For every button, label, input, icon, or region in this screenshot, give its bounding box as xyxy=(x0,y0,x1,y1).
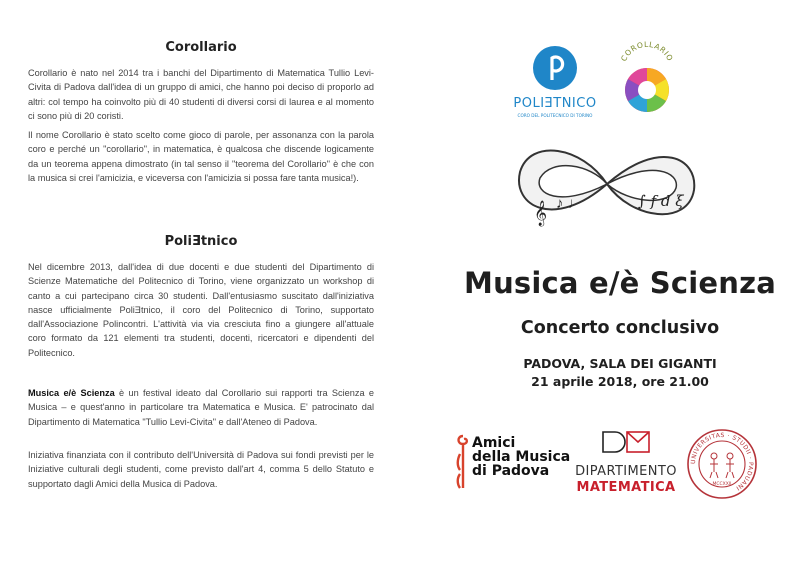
dipartimento-matematica-logo xyxy=(570,430,682,500)
festival-description: è un festival ideato dal Corollario sui rapporti tra Scienza e Musica – e quest'anno in particolare tra Matematica e Musica. E' patrocinato dal Dipartimento di Matematica "Tullio Levi-Civita" e dall'Ateneo di Padova. xyxy=(28,388,374,427)
seal-outer-ring xyxy=(688,430,756,498)
seal-figures-icon xyxy=(710,453,734,478)
funding-paragraph: Iniziativa finanziata con il contributo dell'Università di Padova sui fondi previsti per le Iniziative culturali degli studenti, come previsto dall'art 4, comma 5 dello Statuto e supportato dagli Amici della Musica di Padova. xyxy=(28,450,374,489)
concert-subtitle: Concerto conclusivo xyxy=(520,318,720,338)
right-panel xyxy=(400,0,800,565)
corollario-paragraph-1: Corollario è nato nel 2014 tra i banchi del Dipartimento di Matematica Tullio Levi-Civita di Padova dall'idea di un gruppo di amici, che hanno poi deciso di proporlo ad altri: col tempo ha coinvolto più di 40 studenti di diversi corsi di laurea e al momento ci sono più di 20 coristi. xyxy=(28,68,374,121)
polietnico-name: POLIƎTNICO xyxy=(513,96,597,111)
venue: PADOVA, SALA DEI GIGANTI xyxy=(523,356,717,371)
date-time: 21 aprile 2018, ore 21.00 xyxy=(531,374,709,389)
corollario-heading: Corollario xyxy=(165,40,237,55)
polietnico-heading: PoliƎtnico xyxy=(164,234,238,249)
university-seal-logo xyxy=(686,428,758,500)
dipartimento-line-1: DIPARTIMENTO xyxy=(575,464,677,479)
mobius-strip-illustration xyxy=(512,128,702,238)
polietnico-logo xyxy=(508,44,618,126)
violin-scroll-icon xyxy=(456,434,470,492)
concert-title: Musica e/è Scienza xyxy=(464,266,776,300)
seal-text: UNIVERSITAS · STUDII · PADUANI xyxy=(689,431,755,492)
corollario-logo xyxy=(612,40,682,122)
amici-line-3: di Padova xyxy=(472,463,550,479)
corollario-paragraph-2: Il nome Corollario è stato scelto come gioco di parole, per assonanza con la parola coro e perché un "corollario", in matematica, è qualcosa che discende logicamente da un teorema appena dimostrato (in tal senso il "teorema del Corollario" è che con la musica si crei l'amicizia, e viceversa con l'amicizia si possa fare tanta musica!). xyxy=(28,130,374,183)
festival-name: Musica e/è Scienza xyxy=(28,388,115,398)
seal-inner-ring xyxy=(699,441,745,487)
polietnico-tagline: CORO DEL POLITECNICO DI TORINO xyxy=(517,113,593,118)
polietnico-paragraph: Nel dicembre 2013, dall'idea di due docenti e due studenti del Dipartimento di Scienze Matematiche del Politecnico di Torino, viene organizzato un workshop di canto a cui partecipano circa 30 studenti. Dall'entusiasmo suscitato dall'iniziativa nasce ufficialmente PoliƎtnico, il coro del Politecnico di Torino, supportato dall'Associazione Polincontri. L'attività via via cresciuta fino a giungere all'attuale coro formato da 121 elementi tra studenti, docenti, ricercatori e dipendenti del Politecnico. xyxy=(28,262,374,358)
amici-della-musica-logo xyxy=(456,434,571,494)
amici-line-1: Amici xyxy=(472,435,516,451)
dipartimento-mark-icon xyxy=(601,430,651,454)
polietnico-circle xyxy=(533,46,577,90)
treble-clef-icon: 𝄞 xyxy=(534,200,548,225)
corollario-flower-icon xyxy=(625,68,669,112)
music-notes-icon: ♪ ♩ xyxy=(556,195,583,212)
integral-formula: ∫ f d ξ xyxy=(638,192,684,210)
corollario-arc-text: COROLLARIO xyxy=(619,40,675,63)
seal-year: MCCXXII xyxy=(712,482,732,487)
dipartimento-line-2: MATEMATICA xyxy=(576,480,676,495)
festival-paragraph xyxy=(28,386,374,429)
amici-line-2: della Musica xyxy=(472,449,571,465)
